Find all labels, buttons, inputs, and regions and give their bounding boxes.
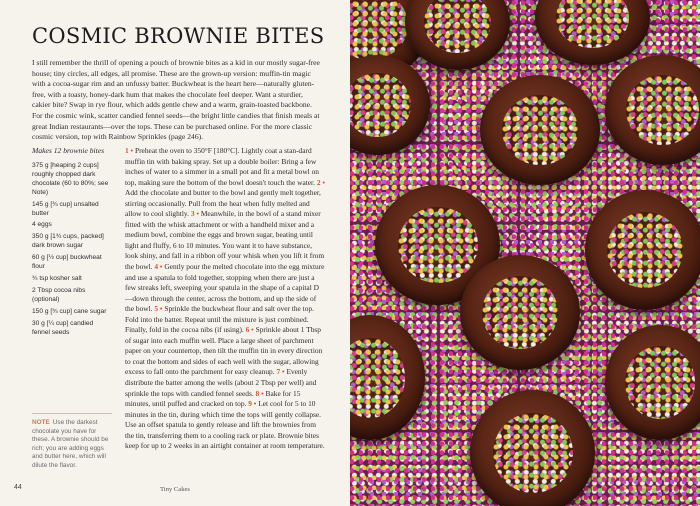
step-text: Let cool for 5 to 10 minutes in the tin, during which time the tops will gently collapse. Use an offset spatula to gently release and lift the brownies from the tin, transferring them to a cooling rack or plate. Brownie bites keep for up to 2 weeks in an airtight container at room temperature. xyxy=(125,399,325,451)
ingredient-list xyxy=(32,162,112,340)
recipe-yield: Makes 12 brownie bites xyxy=(32,146,105,155)
step-text: Preheat the oven to 350°F [180°C]. Lightly coat a stan-dard muffin tin with baking spray. Set up a double boiler: Bring a few inches of water to a simmer in a small pot and fit a metal bowl on top, making sure the bottom of the bowl doesn't touch the water. xyxy=(125,146,319,187)
ingredient-item: 375 g [heaping 2 cups] roughly chopped dark chocolate (60 to 80%; see Note) xyxy=(32,162,109,196)
running-footer: Tiny Cakes xyxy=(160,486,190,493)
brownie-bite xyxy=(535,0,650,65)
note-text: Use the darkest chocolate you have for these. A brownie should be rich; you are adding eggs and butter here, which will dilute the flavor. xyxy=(32,419,109,469)
step-text: Sprinkle the buckwheat flour and salt over the top. Fold into the batter. Repeat until the mixture is just combined. Finally, fold in the cocoa nibs (if using). xyxy=(125,304,314,335)
step-text: Sprinkle about 1 Tbsp of sugar into each muffin well. Place a large sheet of parchment paper on your countertop, then tilt the muffin tin in every direction to coat the bottom and sides of each well with the sugar, allowing excess to fall onto the parchment for easy cleanup. xyxy=(125,325,323,377)
brownie-bite xyxy=(460,255,580,370)
step-number: 6 • xyxy=(245,325,254,335)
page-number: 44 xyxy=(14,484,22,491)
brownie-bite xyxy=(605,55,700,165)
step-number: 2 • xyxy=(316,177,325,187)
brownie-bite xyxy=(480,75,600,185)
ingredient-item: 145 g [¾ cup] unsalted butter xyxy=(32,200,99,217)
step-number: 5 • xyxy=(154,304,163,314)
ingredient-item: 2 Tbsp cocoa nibs (optional) xyxy=(32,286,86,303)
brownie-photo xyxy=(350,0,700,506)
ingredient-item: 350 g [1¾ cups, packed] dark brown sugar xyxy=(32,233,104,250)
brownie-bite xyxy=(605,325,700,440)
step-text: Meanwhile, in the bowl of a stand mixer fitted with the whisk attachment or with a handheld mixer and a medium bowl, combine the eggs and brown sugar, beating until light and fluffy, 6 to 10 minutes. You want it to have substance, look shiny, and fall in a ribbon off your whisk when you lift it from the bowl. xyxy=(125,209,325,272)
step-number: 7 • xyxy=(276,367,285,377)
step-number: 1 • xyxy=(125,146,134,155)
ingredient-item: 150 g [¾ cup] cane sugar xyxy=(32,307,107,315)
ingredient-item: 4 eggs xyxy=(32,221,52,229)
ingredient-item: ¾ tsp kosher salt xyxy=(32,274,82,282)
brownie-bite xyxy=(350,315,425,440)
step-number: 3 • xyxy=(190,209,199,219)
note-label: NOTE xyxy=(32,419,50,426)
recipe-intro: I still remember the thrill of opening a pouch of brownie bites as a kid in our mostly sugar-free house; tiny circles, all edges, all promise. These are the grown-up version: muffin-tin magic with a cocoa-sugar rim and an unfussy batter. Buckwheat is the heart here—naturally gluten-free, with a toasty, honey-dark hum that makes the chocolate feel deeper. Want a sturdier, cakier bite? Swap in rye flour, which adds gentle chew and a warm, grain-toasted backbone. For the cosmic wink, scatter candied fennel seeds—the bright little candies that finish meals at great Indian restaurants—over the tops. These can be purchased online. For the more classic cosmic version, top with Rainbow Sprinkles (page 246). xyxy=(32,58,320,142)
brownie-bite xyxy=(585,190,700,310)
brownie-bite xyxy=(350,55,430,155)
recipe-title: COSMIC BROWNIE BITES xyxy=(32,24,325,48)
step-text: Gently pour the melted chocolate into the egg mixture and use a spatula to fold together, stopping when there are just a few streaks left, sweeping your spatula in the shape of a capital D—down through the center, across the bottom, and up the side of the bowl. xyxy=(125,262,325,314)
step-text: Evenly distribute the batter among the wells (about 2 Tbsp per well) and sprinkle the tops with candied fennel seeds. xyxy=(125,367,317,398)
step-text: Add the chocolate and butter to the bowl and gently melt together, stirring occasionally. Pull from the heat when fully melted and allow to cool slightly. xyxy=(125,188,321,219)
ingredient-item: 60 g [½ cup] buckwheat flour xyxy=(32,254,102,271)
ingredient-item: 30 g [¼ cup] candied fennel seeds xyxy=(32,319,94,336)
recipe-note xyxy=(32,413,112,471)
recipe-method xyxy=(125,146,325,452)
brownie-bite xyxy=(405,0,510,70)
brownie-bite xyxy=(470,390,595,506)
step-number: 8 • xyxy=(255,388,264,398)
step-number: 4 • xyxy=(154,262,163,272)
step-text: Bake for 15 minutes, until puffed and cracked on top. xyxy=(125,388,301,409)
step-number: 9 • xyxy=(248,399,257,409)
